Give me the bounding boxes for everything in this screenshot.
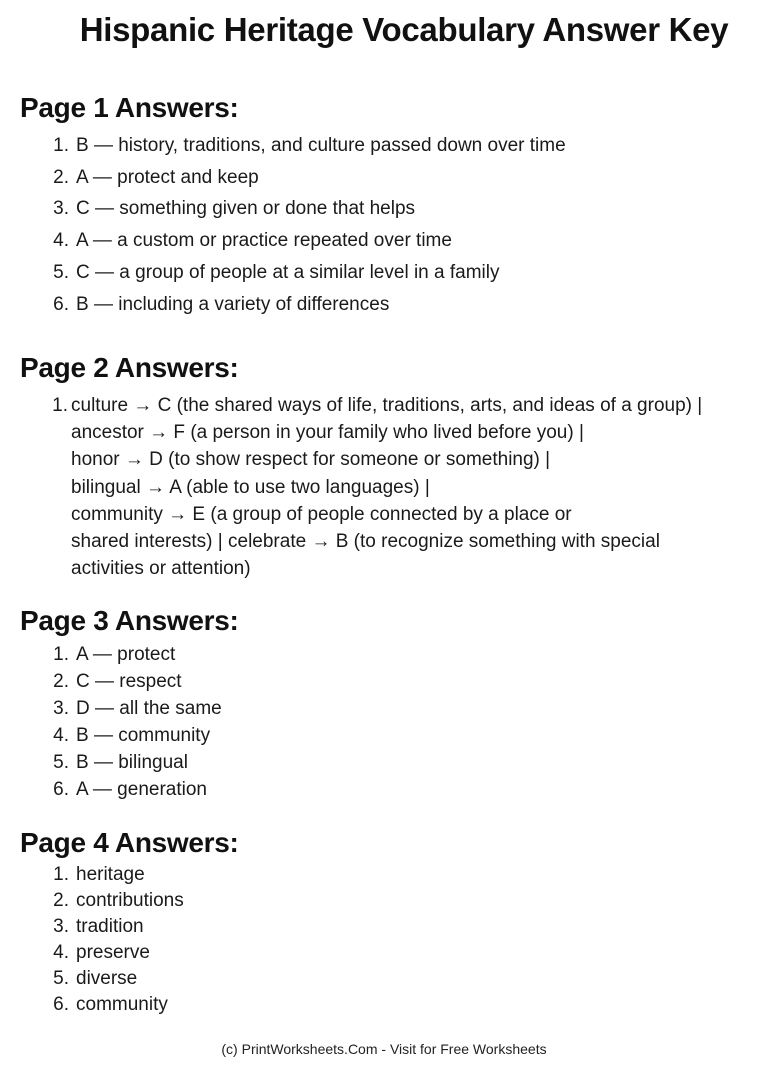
list-item [20, 641, 748, 668]
item-text: community [76, 994, 168, 1015]
item-number: 3. [53, 698, 69, 719]
item-number: 5. [53, 261, 69, 283]
item-number: 2. [53, 671, 69, 692]
list-item [20, 776, 748, 803]
item-text: B — including a variety of differences [76, 293, 390, 315]
section-page-3 [20, 605, 748, 803]
item-text: A — protect and keep [76, 166, 259, 188]
section-page-1 [20, 92, 748, 320]
item-number: 2. [53, 890, 69, 911]
list-item [20, 225, 748, 257]
item-text: contributions [76, 890, 184, 911]
item-number: 2. [53, 166, 69, 188]
item-number: 6. [53, 293, 69, 315]
item-number: 4. [53, 725, 69, 746]
page-title: Hispanic Heritage Vocabulary Answer Key [79, 11, 729, 48]
item-number: 1. [53, 135, 69, 156]
section-heading: Page 1 Answers: [20, 92, 239, 123]
section-heading: Page 2 Answers: [20, 352, 239, 383]
matching-answer-text [71, 392, 702, 582]
section-page-4 [20, 827, 748, 1018]
item-number: 5. [53, 968, 69, 989]
list-item [20, 966, 748, 992]
answer-line: activities or attention) [71, 558, 251, 580]
answer-line: culture → C (the shared ways of life, traditions, arts, and ideas of a group) | [71, 395, 703, 416]
item-number: 1. [53, 644, 69, 665]
item-text: A — a custom or practice repeated over time [76, 230, 452, 252]
list-item [20, 940, 748, 966]
item-text: D — all the same [76, 698, 222, 719]
matching-answer [20, 392, 748, 582]
item-number: 3. [53, 198, 69, 220]
item-number: 6. [53, 994, 69, 1015]
answer-line: bilingual → A (able to use two languages) | [71, 476, 430, 498]
section-heading: Page 4 Answers: [20, 827, 239, 858]
list-item [20, 992, 748, 1018]
item-number: 3. [53, 916, 69, 937]
list-item [20, 130, 748, 162]
list-item [20, 668, 748, 695]
item-number: 4. [53, 942, 69, 963]
answer-line: ancestor → F (a person in your family who lived before you) | [71, 422, 584, 444]
section-heading: Page 3 Answers: [20, 605, 239, 636]
list-item [20, 888, 748, 914]
item-text: heritage [76, 864, 145, 885]
item-text: diverse [76, 968, 138, 989]
item-text: tradition [76, 916, 144, 937]
section-page-2 [20, 352, 748, 582]
footer-credit: (c) PrintWorksheets.Com - Visit for Free Worksheets [221, 1041, 547, 1057]
answer-line: shared interests) | celebrate → B (to recognize something with special [71, 531, 660, 553]
item-text: B — community [76, 725, 211, 746]
list-item [20, 193, 748, 225]
item-number: 5. [53, 752, 69, 773]
list-item [20, 749, 748, 776]
list-item [20, 289, 748, 321]
answer-list [20, 641, 748, 803]
list-item [20, 862, 748, 888]
list-item [20, 722, 748, 749]
list-item [20, 162, 748, 194]
item-number: 1. [53, 864, 69, 885]
answer-list [20, 130, 748, 320]
item-text: A — generation [76, 779, 207, 800]
list-item [20, 257, 748, 289]
list-item [20, 914, 748, 940]
item-text: C — respect [76, 671, 182, 692]
answer-list [20, 862, 748, 1018]
item-text: preserve [76, 942, 150, 963]
answer-line: honor → D (to show respect for someone or something) | [71, 449, 551, 471]
item-number: 6. [53, 779, 69, 800]
item-text: B — bilingual [76, 752, 188, 773]
item-number: 1. [52, 395, 68, 416]
item-text: C — something given or done that helps [76, 198, 416, 220]
item-number: 4. [53, 230, 69, 252]
list-item [20, 695, 748, 722]
item-text: A — protect [76, 644, 176, 665]
item-text: C — a group of people at a similar level in a family [76, 261, 500, 283]
answer-line: community → E (a group of people connected by a place or [71, 503, 572, 525]
item-text: B — history, traditions, and culture passed down over time [76, 135, 566, 156]
